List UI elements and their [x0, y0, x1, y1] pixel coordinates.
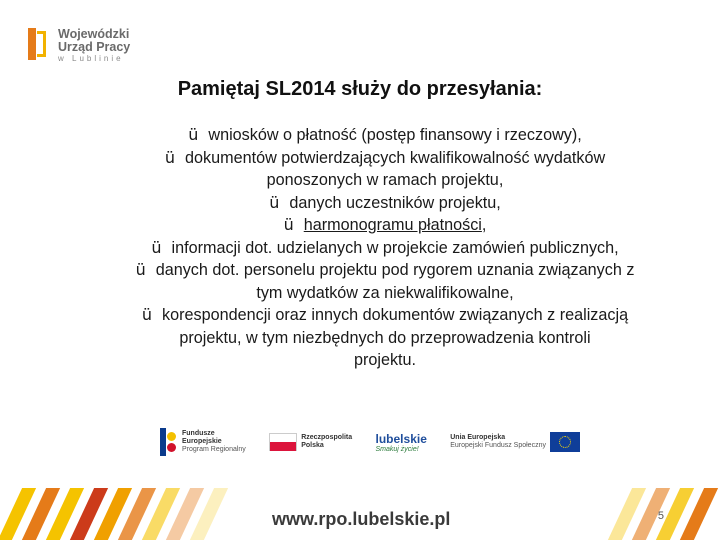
slide-title: Pamiętaj SL2014 służy do przesyłania:	[177, 78, 543, 100]
unia-europejska-logo	[450, 432, 580, 452]
list-item-continuation	[90, 349, 680, 372]
wup-logo-text	[58, 28, 130, 63]
check-icon: ü	[283, 215, 294, 234]
list-item-suffix: ,	[481, 216, 487, 234]
list-item-text: ponoszonych w ramach projektu,	[266, 171, 504, 189]
check-icon: ü	[164, 147, 175, 167]
list-item	[90, 259, 680, 282]
eu-line-1: Unia Europejska	[450, 434, 506, 441]
lubelskie-logo	[376, 432, 427, 453]
rp-line-2: Polska	[301, 442, 324, 449]
polish-flag-icon	[269, 433, 297, 451]
list-item-text: informacji dot. udzielanych w projekcie zamówień publicznych,	[171, 238, 619, 257]
list-item-text: danych dot. personelu projektu pod rygorem uznania związanych z	[155, 261, 635, 279]
fundusze-europejskie-logo	[160, 428, 246, 456]
footer	[0, 488, 720, 540]
list-item-text: wniosków o płatność (postęp finansowy i rzeczowy),	[208, 126, 582, 144]
fe-line-2: Europejskie	[182, 438, 222, 445]
list-item	[90, 214, 680, 237]
logo-line-3: w Lublinie	[58, 54, 124, 63]
check-icon: ü	[141, 305, 153, 324]
list-item	[90, 147, 680, 170]
list-item-text: korespondencji oraz innych dokumentów związanych z realizacją	[162, 306, 629, 324]
logo-line-2: Urząd Pracy	[58, 39, 131, 54]
eu-line-2: Europejski Fundusz Społeczny	[450, 442, 546, 449]
rzeczpospolita-polska-logo	[269, 433, 352, 451]
check-icon: ü	[269, 192, 280, 212]
eu-flag-icon	[550, 432, 580, 452]
check-icon: ü	[151, 237, 162, 257]
check-icon: ü	[135, 260, 146, 279]
lubelskie-slogan: Smakuj życie!	[375, 445, 419, 453]
list-item-text: tym wydatków za niekwalifikowalne,	[256, 283, 514, 302]
list-item-text: projektu, w tym niezbędnych do przeprowadzenia kontroli	[179, 328, 591, 347]
list-item	[90, 192, 680, 215]
list-item-text: harmonogramu płatności	[303, 216, 482, 234]
list-item-text: projektu.	[353, 351, 417, 369]
check-icon: ü	[188, 125, 199, 144]
list-item-continuation	[90, 327, 680, 350]
list-item	[90, 124, 680, 147]
rp-line-1: Rzeczpospolita	[301, 434, 353, 441]
fe-line-1: Fundusze	[182, 430, 215, 437]
list-item-text: danych uczestników projektu,	[289, 193, 501, 212]
list-item-continuation	[90, 282, 680, 305]
lubelskie-name: lubelskie	[375, 431, 427, 446]
footer-url: www.rpo.lubelskie.pl	[272, 509, 451, 529]
list-item-text: dokumentów potwierdzających kwalifikowalność wydatków	[184, 148, 606, 167]
partner-logos	[160, 420, 580, 464]
list-item	[90, 237, 680, 260]
page-number: 5	[657, 510, 664, 522]
checklist	[90, 124, 680, 372]
wup-logo-mark-icon	[28, 28, 50, 60]
fe-line-3: Program Regionalny	[182, 446, 246, 453]
list-item-continuation	[90, 169, 680, 192]
list-item	[90, 304, 680, 327]
logo-line-1: Wojewódzki	[58, 27, 130, 41]
wup-logo	[28, 28, 130, 63]
footer-decoration-left	[0, 488, 260, 540]
fundusze-europejskie-icon	[160, 428, 178, 456]
